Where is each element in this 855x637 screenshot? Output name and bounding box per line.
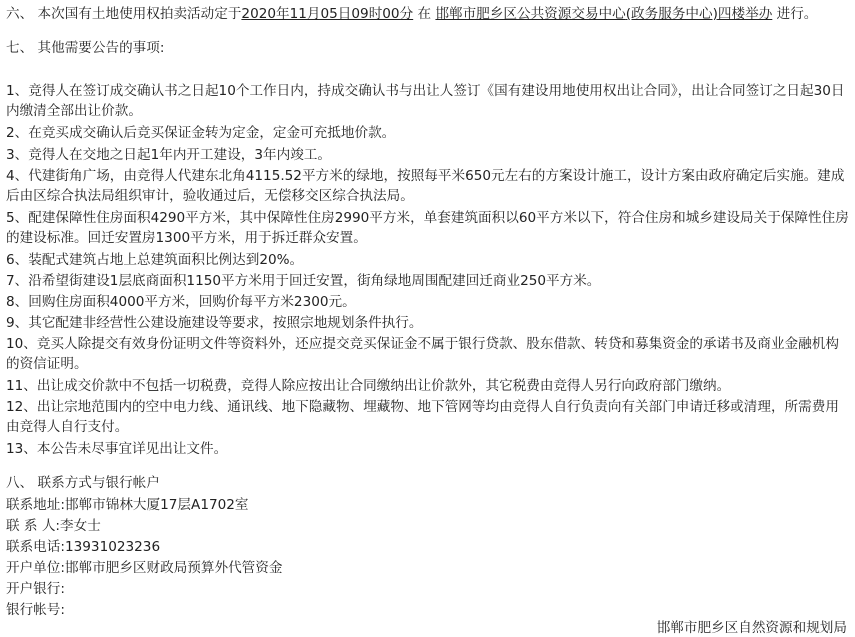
list-item: 9、其它配建非经营性公建设施建设等要求，按照宗地规划条件执行。 bbox=[6, 315, 423, 331]
contact-row bbox=[6, 516, 101, 536]
contact-value: 邯郸市锦林大厦17层A1702室 bbox=[64, 497, 249, 513]
section-8-title: 八、 联系方式与银行帐户 bbox=[6, 475, 160, 491]
list-item: 8、回购住房面积4000平方米，回购价每平方米2300元。 bbox=[6, 294, 356, 310]
list-item: 5、配建保障性住房面积4290平方米，其中保障性住房2990平方米，单套建筑面积以60平方米以下，符合住房和城乡建设局关于保障性住房的建设标准。回迁安置房1300平方米，用于拆迁群众安置。 bbox=[6, 210, 849, 246]
contact-label: 联 系 人: bbox=[6, 518, 61, 534]
section-6-paragraph bbox=[6, 4, 817, 24]
auction-datetime: 2020年11月05日09时00分 bbox=[241, 6, 414, 22]
list-item: 4、代建街角广场，由竞得人代建东北角4115.52平方米的绿地，按照每平米650元左右的方案设计施工，设计方案由政府确定后实施。建成后由区综合执法局组织审计，验收通过后，无偿移交区综合执法局。 bbox=[6, 168, 845, 204]
list-item: 2、在竞买成交确认后竞买保证金转为定金，定金可充抵地价款。 bbox=[6, 125, 396, 141]
section-6-suffix: 进行。 bbox=[772, 6, 818, 22]
list-item: 6、装配式建筑占地上总建筑面积比例达到20%。 bbox=[6, 252, 304, 268]
list-item: 1、竞得人在签订成交确认书之日起10个工作日内，持成交确认书与出让人签订《国有建设用地使用权出让合同》，出让合同签订之日起30日内缴清全部出让价款。 bbox=[6, 83, 845, 119]
list-item: 11、出让成交价款中不包括一切税费，竞得人除应按出让合同缴纳出让价款外，其它税费由竞得人另行向政府部门缴纳。 bbox=[6, 378, 731, 394]
contact-label: 联系电话: bbox=[6, 539, 65, 555]
list-item: 13、本公告未尽事宜详见出让文件。 bbox=[6, 441, 228, 457]
contact-label: 银行帐号: bbox=[6, 602, 65, 618]
venue-link-2: (政务服务中心) bbox=[625, 6, 718, 22]
section-6-mid: 在 bbox=[413, 6, 436, 22]
contact-row bbox=[6, 579, 65, 599]
section-7-title: 七、 其他需要公告的事项: bbox=[6, 40, 165, 56]
venue-link-1: 邯郸市肥乡区公共资源交易中心 bbox=[435, 6, 626, 22]
venue-link-3: 四楼举办 bbox=[717, 6, 773, 22]
contact-value: 邯郸市肥乡区财政局预算外代管资金 bbox=[64, 560, 283, 576]
contact-row bbox=[6, 558, 282, 578]
list-item: 3、竞得人在交地之日起1年内开工建设，3年内竣工。 bbox=[6, 147, 332, 163]
contact-label: 开户银行: bbox=[6, 581, 65, 597]
list-item: 10、竞买人除提交有效身份证明文件等资料外，还应提交竞买保证金不属于银行贷款、股东借款、转贷和募集资金的承诺书及商业金融机构的资信证明。 bbox=[6, 336, 839, 372]
contact-row bbox=[6, 537, 160, 557]
contact-value: 13931023236 bbox=[64, 539, 161, 555]
contact-row bbox=[6, 600, 65, 620]
contact-value: 李女士 bbox=[60, 518, 101, 534]
section-6-prefix: 六、 本次国有土地使用权拍卖活动定于 bbox=[6, 6, 242, 22]
list-item: 7、沿希望街建设1层底商面积1150平方米用于回迁安置，街角绿地周围配建回迁商业250平方米。 bbox=[6, 273, 601, 289]
contact-row bbox=[6, 495, 249, 515]
issuing-authority-signature: 邯郸市肥乡区自然资源和规划局 bbox=[656, 620, 847, 636]
contact-label: 联系地址: bbox=[6, 497, 65, 513]
list-item: 12、出让宗地范围内的空中电力线、通讯线、地下隐藏物、埋藏物、地下管网等均由竞得人自行负责向有关部门申请迁移或清理，所需费用由竞得人自行支付。 bbox=[6, 399, 839, 435]
contact-label: 开户单位: bbox=[6, 560, 65, 576]
